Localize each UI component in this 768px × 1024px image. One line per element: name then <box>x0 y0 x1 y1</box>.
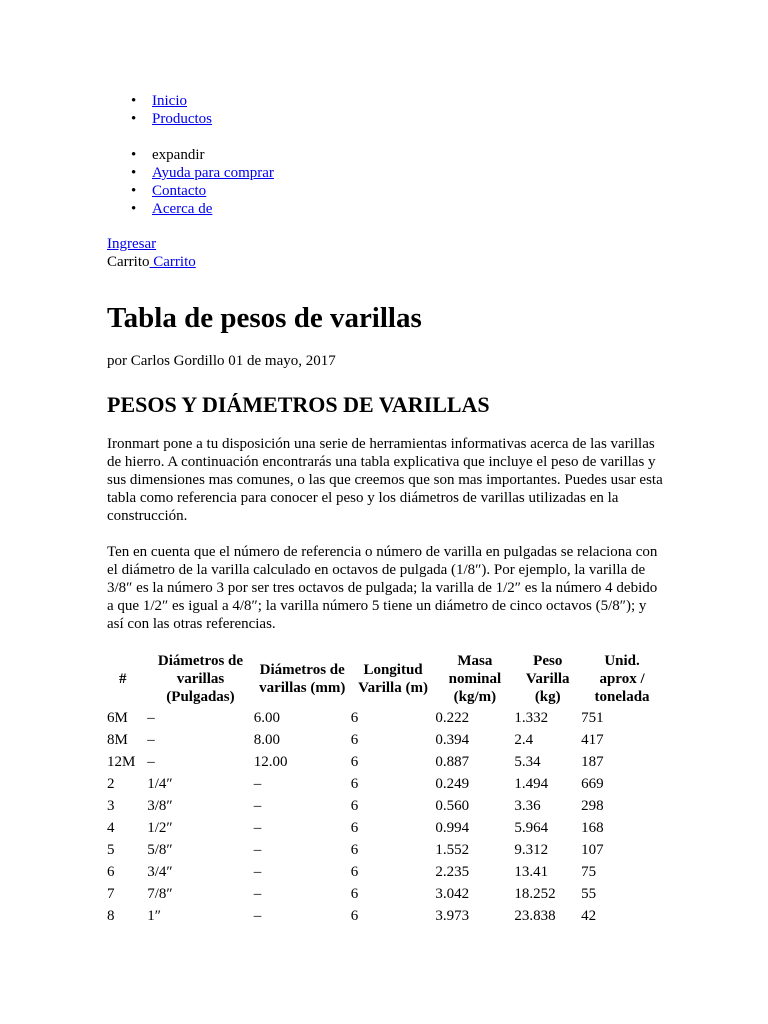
cell-mass: 3.042 <box>435 886 470 902</box>
cell-weight: 23.838 <box>514 908 556 924</box>
cell-length: 6 <box>350 864 359 880</box>
cell-diameter-in: – <box>147 732 155 748</box>
cell-mass: 0.394 <box>435 732 470 748</box>
cell-weight: 1.494 <box>514 776 549 792</box>
byline: por Carlos Gordillo 01 de mayo, 2017 <box>107 353 336 369</box>
cell-diameter-mm: – <box>253 842 262 858</box>
cell-units: 751 <box>581 710 604 726</box>
cart-row <box>107 253 663 271</box>
cell-diameter-mm: 6.00 <box>253 710 280 726</box>
note-paragraph: Ten en cuenta que el número de referencia o número de varilla en pulgadas se relaciona con el diámetro de la varilla calculado en octavos de pulgada (1/8″). Por ejemplo, la varilla de 3/8″ es la número 3 por ser tres octavos de pulgada; la varilla de 1/2″ es la número 4 debido a que 1/2″ es igual a 4/8″; la varilla número 5 tiene un diámetro de cinco octavos (5/8″); y así con las otras referencias. <box>107 544 658 632</box>
nav-link-acerca[interactable]: Acerca de <box>152 201 213 217</box>
cell-units: 187 <box>581 754 604 770</box>
cell-length: 6 <box>350 710 359 726</box>
col-header-weight: Peso Varilla (kg) <box>525 653 570 705</box>
nav-expand-label[interactable]: expandir <box>152 147 205 163</box>
cell-diameter-mm: – <box>253 886 262 902</box>
cell-units: 42 <box>581 908 597 924</box>
nav-item-contacto <box>131 182 663 200</box>
cell-diameter-mm: 12.00 <box>253 754 288 770</box>
table-row <box>107 861 663 883</box>
cell-diameter-mm: – <box>253 820 262 836</box>
cell-weight: 9.312 <box>514 842 549 858</box>
cell-diameter-mm: – <box>253 798 262 814</box>
cell-mass: 0.222 <box>435 710 470 726</box>
cell-units: 417 <box>581 732 604 748</box>
cell-diameter-mm: 8.00 <box>253 732 280 748</box>
cell-diameter-mm: – <box>253 908 262 924</box>
table-row <box>107 729 663 751</box>
cell-number: 4 <box>107 820 115 836</box>
table-row <box>107 751 663 773</box>
cell-mass: 0.560 <box>435 798 470 814</box>
bullet-icon: • <box>131 111 137 127</box>
nav-link-inicio[interactable]: Inicio <box>152 93 187 109</box>
nav-item-productos <box>131 110 663 128</box>
cell-length: 6 <box>350 798 359 814</box>
cell-diameter-in: 1″ <box>147 908 161 924</box>
nav-link-ayuda[interactable]: Ayuda para comprar <box>152 165 274 181</box>
cell-units: 55 <box>581 886 597 902</box>
cell-number: 3 <box>107 798 115 814</box>
nav-item-acerca <box>131 200 663 218</box>
nav-link-contacto[interactable]: Contacto <box>152 183 207 199</box>
cell-length: 6 <box>350 886 359 902</box>
section-heading: PESOS Y DIÁMETROS DE VARILLAS <box>107 392 490 417</box>
bullet-icon: • <box>131 93 137 109</box>
cell-weight: 5.964 <box>514 820 549 836</box>
table-row <box>107 773 663 795</box>
cell-mass: 0.994 <box>435 820 470 836</box>
cell-number: 5 <box>107 842 115 858</box>
table-row <box>107 883 663 905</box>
bullet-icon: • <box>131 147 137 163</box>
table-header-row <box>107 651 663 707</box>
cell-units: 669 <box>581 776 604 792</box>
cell-mass: 2.235 <box>435 864 470 880</box>
cell-diameter-in: – <box>147 710 155 726</box>
col-header-mass: Masa nominal (kg/m) <box>448 653 502 705</box>
table-row <box>107 839 663 861</box>
login-link[interactable]: Ingresar <box>107 236 157 252</box>
cart-link[interactable]: Carrito <box>149 254 196 270</box>
cell-diameter-in: 1/2″ <box>147 820 173 836</box>
cell-diameter-in: – <box>147 754 155 770</box>
cell-weight: 5.34 <box>514 754 541 770</box>
account-links <box>107 235 663 271</box>
cell-length: 6 <box>350 754 359 770</box>
main-nav <box>107 0 663 128</box>
bullet-icon: • <box>131 183 137 199</box>
secondary-nav <box>107 146 663 218</box>
nav-item-inicio <box>131 92 663 110</box>
cell-length: 6 <box>350 842 359 858</box>
page-title: Tabla de pesos de varillas <box>107 302 422 334</box>
col-header-units: Unid. aprox / tonelada <box>594 653 650 705</box>
col-header-diameter-in: Diámetros de varillas (Pulgadas) <box>157 653 244 705</box>
nav-link-productos[interactable]: Productos <box>152 111 212 127</box>
rebar-weights-table <box>107 651 663 927</box>
col-header-length: Longitud Varilla (m) <box>358 662 428 696</box>
cell-length: 6 <box>350 820 359 836</box>
cell-number: 12M <box>107 754 136 770</box>
cell-mass: 1.552 <box>435 842 470 858</box>
table-row <box>107 905 663 927</box>
table-row <box>107 817 663 839</box>
table-row <box>107 795 663 817</box>
cell-weight: 3.36 <box>514 798 541 814</box>
bullet-icon: • <box>131 201 137 217</box>
cell-mass: 0.887 <box>435 754 470 770</box>
cell-weight: 18.252 <box>514 886 556 902</box>
nav-item-expandir[interactable] <box>131 146 663 164</box>
table-row <box>107 707 663 729</box>
cell-mass: 0.249 <box>435 776 470 792</box>
cell-mass: 3.973 <box>435 908 470 924</box>
cell-diameter-in: 5/8″ <box>147 842 173 858</box>
table-body <box>107 707 663 927</box>
cell-units: 75 <box>581 864 597 880</box>
intro-paragraph: Ironmart pone a tu disposición una serie de herramientas informativas acerca de las varillas de hierro. A continuación encontrarás una tabla explicativa que incluye el peso de varillas y sus dimensiones mas comunes, o las que creemos que son mas importantes. Puedes usar esta tabla como referencia para conocer el peso y los diámetros de varillas utilizadas en la construcción. <box>107 436 663 524</box>
cell-diameter-mm: – <box>253 776 262 792</box>
nav-item-ayuda <box>131 164 663 182</box>
cell-units: 298 <box>581 798 604 814</box>
col-header-diameter-mm: Diámetros de varillas (mm) <box>259 662 346 696</box>
cell-length: 6 <box>350 908 359 924</box>
bullet-icon: • <box>131 165 137 181</box>
cell-number: 8M <box>107 732 128 748</box>
cell-number: 6M <box>107 710 128 726</box>
cell-number: 7 <box>107 886 115 902</box>
cell-weight: 2.4 <box>514 732 534 748</box>
cell-number: 6 <box>107 864 115 880</box>
cell-diameter-in: 3/4″ <box>147 864 173 880</box>
cell-diameter-in: 7/8″ <box>147 886 173 902</box>
cell-length: 6 <box>350 732 359 748</box>
cart-label: Carrito <box>107 254 150 270</box>
cell-number: 8 <box>107 908 115 924</box>
cell-units: 107 <box>581 842 604 858</box>
cell-weight: 13.41 <box>514 864 549 880</box>
cell-units: 168 <box>581 820 604 836</box>
cell-length: 6 <box>350 776 359 792</box>
cell-diameter-in: 1/4″ <box>147 776 173 792</box>
cell-weight: 1.332 <box>514 710 549 726</box>
cell-number: 2 <box>107 776 115 792</box>
cell-diameter-in: 3/8″ <box>147 798 173 814</box>
cell-diameter-mm: – <box>253 864 262 880</box>
col-header-number: # <box>119 671 127 687</box>
